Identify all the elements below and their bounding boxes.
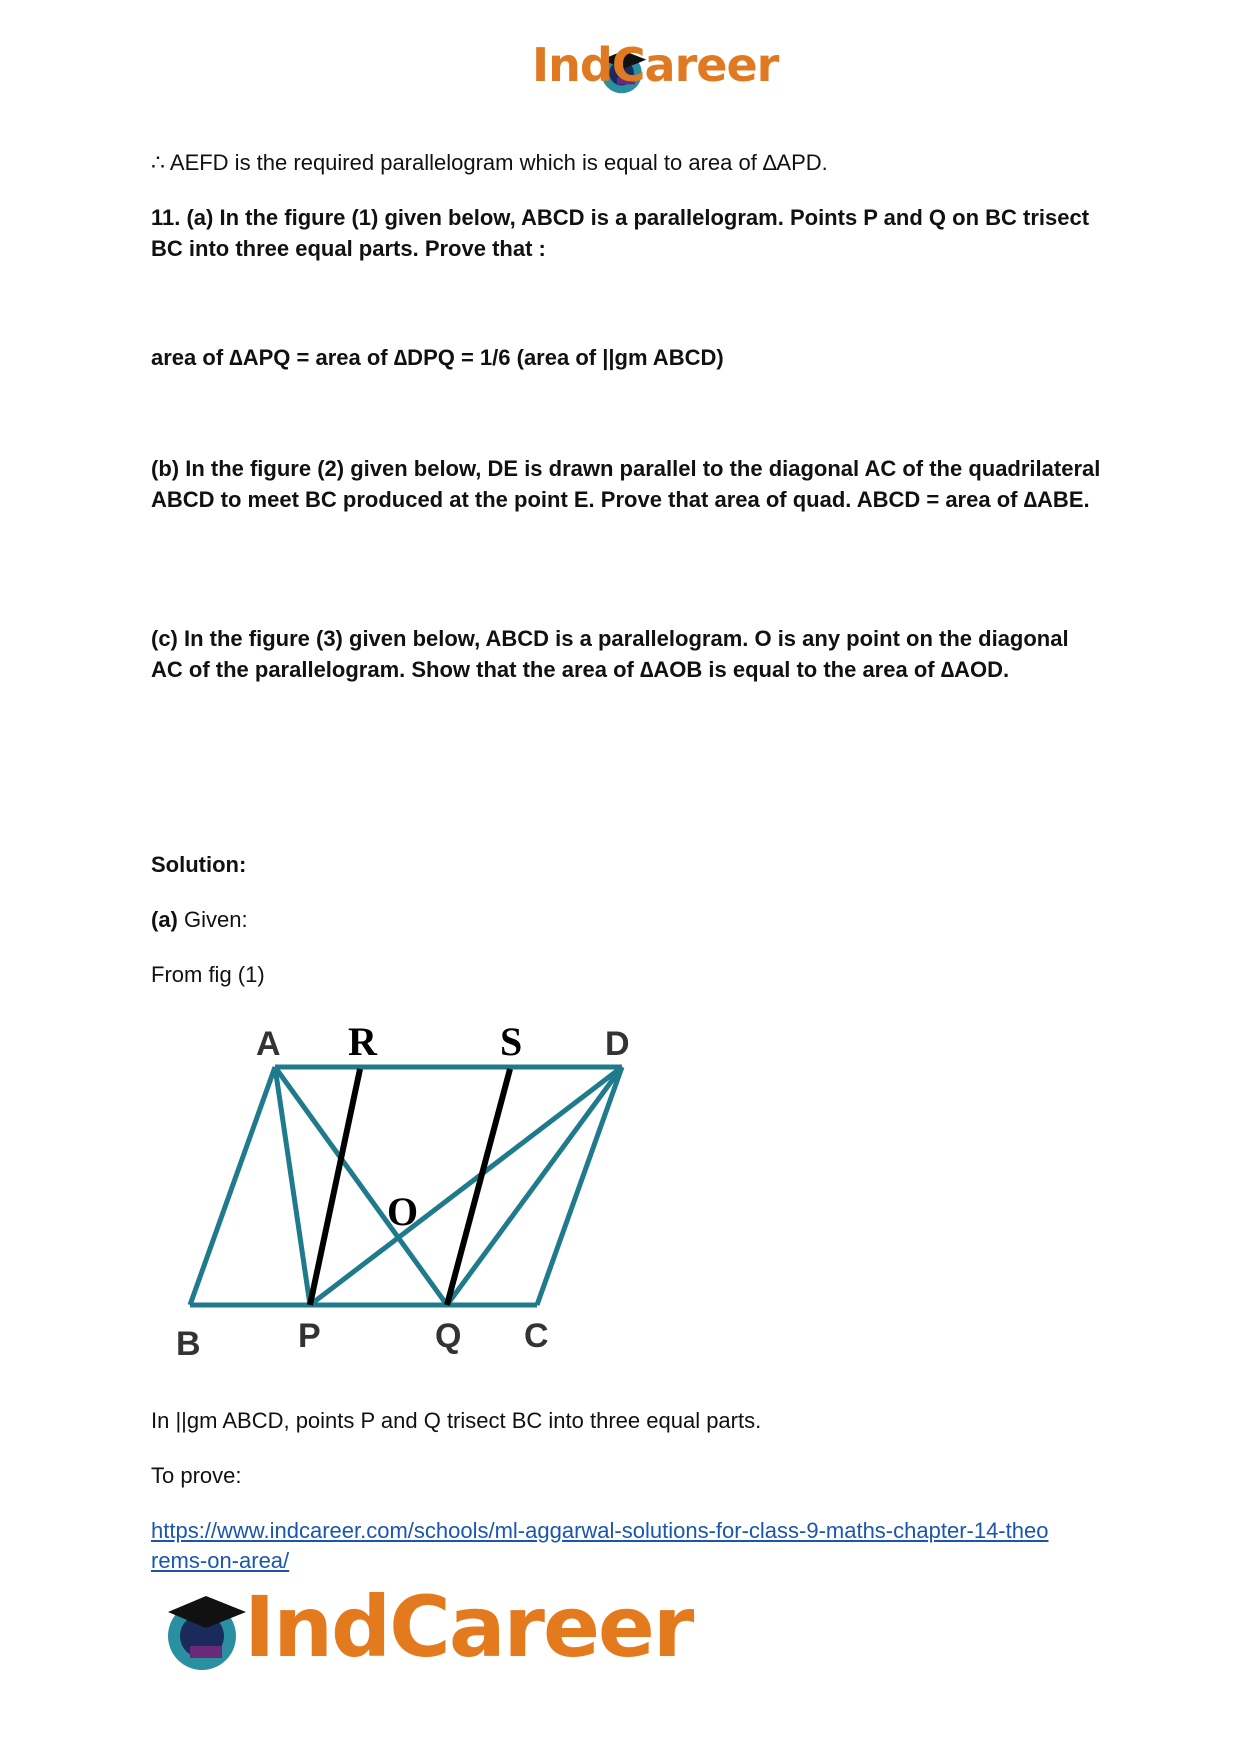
source-link[interactable] [151,1516,1111,1576]
source-link-line-2[interactable]: rems-on-area/ [151,1548,290,1573]
given-text: Given: [177,907,248,932]
question-11a-equation: area of ∆APQ = area of ∆DPQ = 1/6 (area of ||gm ABCD) [151,345,724,370]
label-o: O [387,1189,419,1234]
label-a: A [256,1025,281,1063]
label-s: S [500,1025,523,1064]
source-link-line-1[interactable]: https://www.indcareer.com/schools/ml-aggarwal-solutions-for-class-9-maths-chapter-14-theo [151,1518,1049,1543]
parallelogram-figure [160,1025,680,1365]
label-b: B [176,1325,201,1363]
logo-wordmark: IndCareer [244,1578,693,1676]
label-r: R [348,1025,377,1064]
side-ab [190,1067,275,1305]
solution-heading: Solution: [151,852,247,877]
question-11b: (b) In the figure (2) given below, DE is drawn parallel to the diagonal AC of the quadrilateral ABCD to meet BC produced at the point E. Prove that area of quad. ABCD = area of ∆ABE. [151,456,1101,512]
logo-wordmark: IndCareer [532,38,779,92]
question-11a: 11. (a) In the figure (1) given below, ABCD is a parallelogram. Points P and Q on BC trisect BC into three equal parts. Prove that : [151,205,1090,261]
label-c: C [524,1317,549,1355]
paragraph-conclusion: ∴ AEFD is the required parallelogram which is equal to area of ∆APD. [151,150,828,175]
label-p: P [298,1317,321,1355]
segment-dp [310,1067,622,1305]
graduation-globe-icon [160,1588,250,1678]
question-11c: (c) In the figure (3) given below, ABCD is a parallelogram. O is any point on the diagonal AC of the parallelogram. Show that the area of ∆AOB is equal to the area of ∆AOD. [151,626,1069,682]
given-line [151,904,1101,935]
segment-sq [447,1069,510,1305]
to-prove-line: To prove: [151,1463,242,1488]
label-d: D [605,1025,630,1063]
given-part-label: (a) [151,907,178,932]
segment-aq [275,1067,447,1305]
from-fig-line: From fig (1) [151,962,265,987]
segment-ap [275,1067,310,1305]
side-dc [537,1067,622,1305]
label-q: Q [435,1317,462,1355]
given-statement: In ||gm ABCD, points P and Q trisect BC into three equal parts. [151,1408,762,1433]
segment-dq [447,1067,622,1305]
